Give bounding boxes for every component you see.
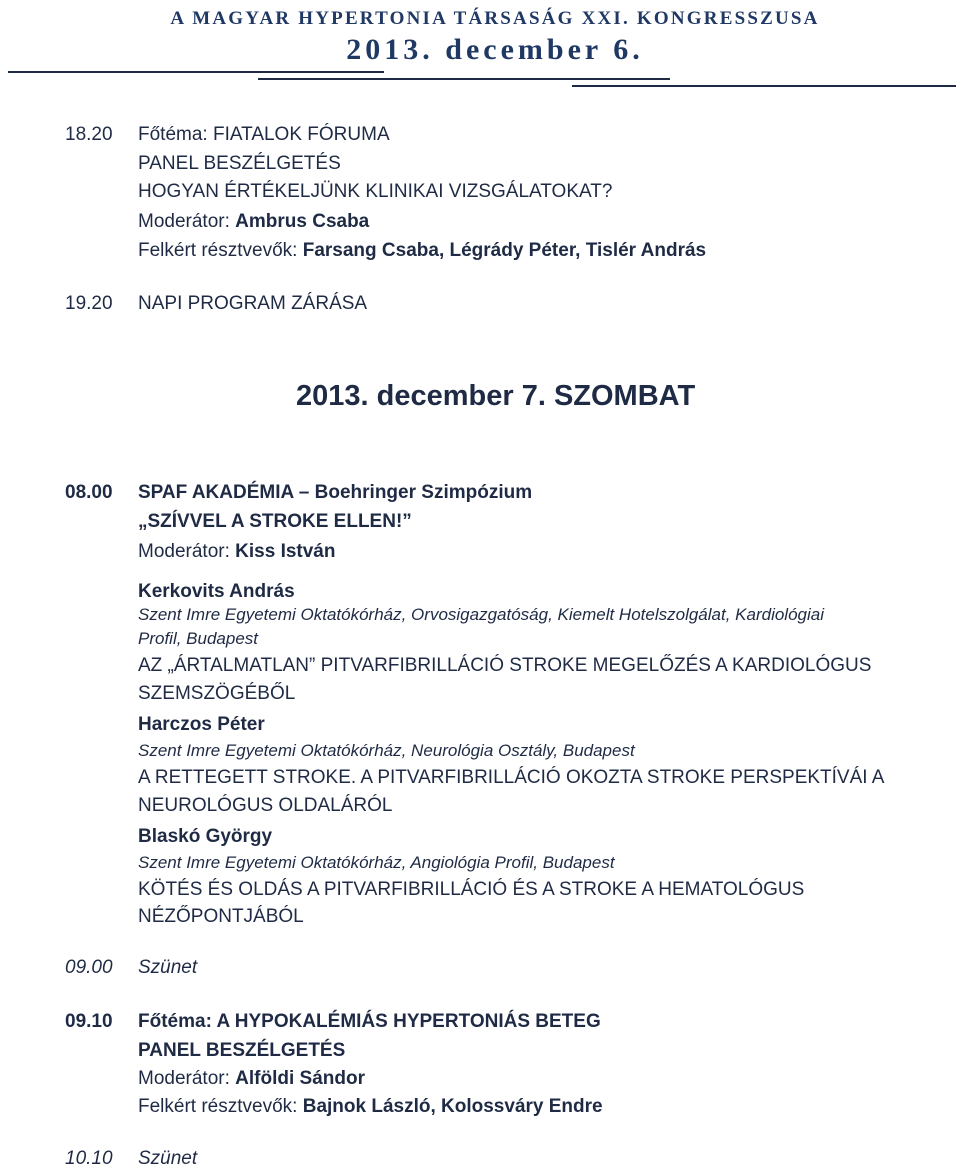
moderator-name: Kiss István	[235, 541, 336, 562]
participants-names: Farsang Csaba, Légrády Péter, Tislér András	[302, 240, 707, 261]
session-0800-subtitle: „SZÍVVEL A STROKE ELLEN!”	[138, 511, 412, 532]
moderator-label: Moderátor:	[138, 1068, 230, 1089]
talk-1-speaker: Kerkovits András	[138, 581, 295, 602]
session-0800-time: 08.00	[65, 482, 113, 503]
session-1920-title: NAPI PROGRAM ZÁRÁSA	[138, 293, 368, 314]
session-1820-sub2: HOGYAN ÉRTÉKELJÜNK KLINIKAI VIZSGÁLATOKAT?	[138, 181, 613, 202]
moderator-name: Ambrus Csaba	[235, 211, 370, 232]
talk-2-affiliation: Szent Imre Egyetemi Oktatókórház, Neurológia Osztály, Budapest	[138, 741, 635, 760]
session-1820-sub1: PANEL BESZÉLGETÉS	[138, 153, 341, 174]
participants-label: Felkért résztvevők:	[138, 240, 298, 261]
participants-names: Bajnok László, Kolossváry Endre	[302, 1096, 603, 1117]
talk-1-title-cont: SZEMSZÖGÉBŐL	[138, 683, 296, 704]
session-1920-time: 19.20	[65, 293, 113, 314]
talk-1-affiliation-cont: Profil, Budapest	[138, 629, 259, 648]
talk-2-speaker: Harczos Péter	[138, 714, 265, 735]
moderator-label: Moderátor:	[138, 541, 230, 562]
session-0910-sub1: PANEL BESZÉLGETÉS	[138, 1040, 346, 1061]
session-0910-title: Főtéma: A HYPOKALÉMIÁS HYPERTONIÁS BETEG	[138, 1011, 601, 1032]
session-1820-title: Főtéma: FIATALOK FÓRUMA	[138, 124, 390, 145]
session-time: 18.20	[65, 124, 113, 145]
session-1820	[65, 124, 113, 146]
talk-3-affiliation: Szent Imre Egyetemi Oktatókórház, Angiológia Profil, Budapest	[138, 853, 615, 872]
session-1820-participants	[138, 240, 706, 262]
session-0910-time: 09.10	[65, 1011, 113, 1032]
header-rule-middle	[258, 78, 670, 80]
talk-3-speaker: Blaskó György	[138, 826, 273, 847]
session-0910-moderator	[138, 1068, 365, 1090]
talk-2-title-cont: NEUROLÓGUS OLDALÁRÓL	[138, 795, 393, 816]
session-0800-title: SPAF AKADÉMIA – Boehringer Szimpózium	[138, 482, 533, 503]
talk-3-title: KÖTÉS ÉS OLDÁS A PITVARFIBRILLÁCIÓ ÉS A STROKE A HEMATOLÓGUS	[138, 879, 805, 900]
talk-2-title: A RETTEGETT STROKE. A PITVARFIBRILLÁCIÓ OKOZTA STROKE PERSPEKTÍVÁI A	[138, 767, 885, 788]
moderator-name: Alföldi Sándor	[235, 1068, 365, 1089]
header-rule-left	[8, 71, 384, 73]
break-0900-title: Szünet	[138, 957, 198, 978]
break-0900-time: 09.00	[65, 957, 113, 978]
break-1010-time: 10.10	[65, 1148, 113, 1169]
session-1820-moderator	[138, 211, 369, 233]
day-heading: 2013. december 7. SZOMBAT	[296, 380, 696, 412]
congress-title: A MAGYAR HYPERTONIA TÁRSASÁG XXI. KONGRESSZUSA	[170, 8, 820, 29]
session-0910-participants	[138, 1096, 603, 1118]
moderator-label: Moderátor:	[138, 211, 230, 232]
header-rule-right	[572, 85, 956, 87]
date-heading: 2013. december 6.	[346, 33, 644, 66]
talk-1-affiliation: Szent Imre Egyetemi Oktatókórház, Orvosigazgatóság, Kiemelt Hotelszolgálat, Kardiológiai	[138, 605, 824, 624]
talk-1-title: AZ „ÁRTALMATLAN” PITVARFIBRILLÁCIÓ STROKE MEGELŐZÉS A KARDIOLÓGUS	[138, 655, 872, 676]
participants-label: Felkért résztvevők:	[138, 1096, 298, 1117]
talk-3-title-cont: NÉZŐPONTJÁBÓL	[138, 906, 304, 927]
break-1010-title: Szünet	[138, 1148, 198, 1169]
session-0800-moderator	[138, 541, 335, 563]
